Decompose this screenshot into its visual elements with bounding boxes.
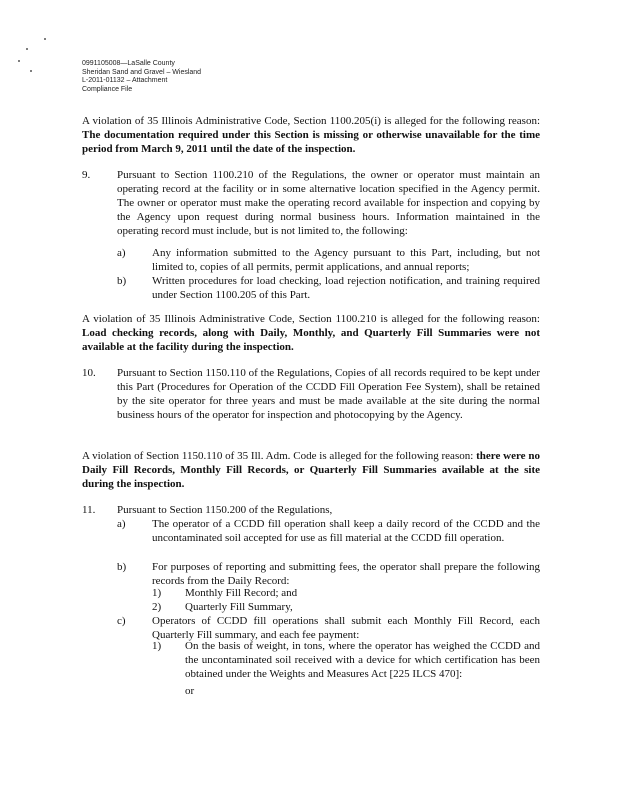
item-11b2-label: 2) — [152, 601, 162, 613]
item-11a-label: a) — [117, 518, 126, 530]
item-number-9: 9. — [82, 169, 91, 181]
header-line: 0991105008—LaSalle County — [82, 60, 175, 67]
violation-text: A violation of 35 Illinois Administrative Code, Section 1100.205(i) is alleged for the following reason: — [82, 115, 540, 127]
violation-paragraph-2 — [82, 312, 540, 354]
item-9a-label: a) — [117, 247, 126, 259]
item-9-text: Pursuant to Section 1100.210 of the Regulations, the owner or operator must maintain an operating record at the facility or in some alternative location specified in the Agency permit. The owner or operator must make the operating record available for inspection and copying by the Agency upon request during normal business hours. Information maintained in the operating record must include, but is not limited to, the following: — [117, 169, 540, 237]
item-11c-label: c) — [117, 615, 126, 627]
violation-paragraph-3 — [82, 449, 540, 491]
item-11b2-text: Quarterly Fill Summary, — [185, 601, 293, 613]
violation-text: A violation of 35 Illinois Administrative Code, Section 1100.210 is alleged for the following reason: — [82, 313, 540, 325]
item-9a-text: Any information submitted to the Agency pursuant to this Part, including, but not limited to, copies of all permits, permit applications, and annual reports; — [152, 247, 540, 273]
header-line: L-2011-01132 – Attachment — [82, 77, 168, 84]
violation-text: A violation of Section 1150.110 of 35 Ill. Adm. Code is alleged for the following reason: — [82, 450, 477, 462]
violation-reason: Load checking records, along with Daily, Monthly, and Quarterly Fill Summaries were not available at the facility during the inspection. — [82, 327, 540, 353]
violation-paragraph-1 — [82, 114, 540, 156]
scan-speck — [30, 70, 32, 72]
item-number-11: 11. — [82, 504, 96, 516]
item-11-intro: Pursuant to Section 1150.200 of the Regulations, — [117, 504, 333, 516]
item-9b-text: Written procedures for load checking, load rejection notification, and training required under Section 1100.205 of this Part. — [152, 275, 540, 301]
item-11a-text: The operator of a CCDD fill operation shall keep a daily record of the CCDD and the uncontaminated soil accepted for use as fill material at the CCDD fill operation. — [152, 518, 540, 544]
item-11b-text: For purposes of reporting and submitting fees, the operator shall prepare the following records from the Daily Record: — [152, 561, 540, 587]
item-11b1-text: Monthly Fill Record; and — [185, 587, 298, 599]
scan-speck — [18, 60, 20, 62]
item-11c1-label: 1) — [152, 640, 162, 652]
violation-reason: there were no Daily Fill Records, Monthly Fill Records, or Quarterly Fill Summaries available at the site during the inspection. — [82, 450, 540, 490]
item-number-10: 10. — [82, 367, 96, 379]
header-line: Sheridan Sand and Gravel – Wiesland — [82, 68, 202, 76]
item-11c-text: Operators of CCDD fill operations shall submit each Monthly Fill Record, each Quarterly Fill summary, and each fee payment: — [152, 615, 540, 641]
scan-speck — [44, 38, 46, 40]
header-line: Compliance File — [82, 85, 133, 93]
item-11b1-label: 1) — [152, 587, 162, 599]
violation-reason: The documentation required under this Section is missing or otherwise unavailable for the time period from March 9, 2011 until the date of the inspection. — [82, 129, 540, 155]
item-9b-label: b) — [117, 275, 127, 287]
document-header — [82, 60, 201, 94]
scan-speck — [26, 48, 28, 50]
item-11c1-text: On the basis of weight, in tons, where the operator has weighed the CCDD and the uncontaminated soil received with a device for which certification has been obtained under the Weights and Measures Act [225 ILCS 470]: — [185, 640, 540, 680]
item-11c1-tail: or — [185, 685, 195, 697]
item-10-text: Pursuant to Section 1150.110 of the Regulations, Copies of all records required to be kept under this Part (Procedures for Operation of the CCDD Fill Operation Fee System), shall be retained by the site operator for three years and must be made available at the site during the normal business hours of the operator for inspection and photocopying by the Agency. — [117, 367, 540, 421]
item-11b-label: b) — [117, 561, 127, 573]
